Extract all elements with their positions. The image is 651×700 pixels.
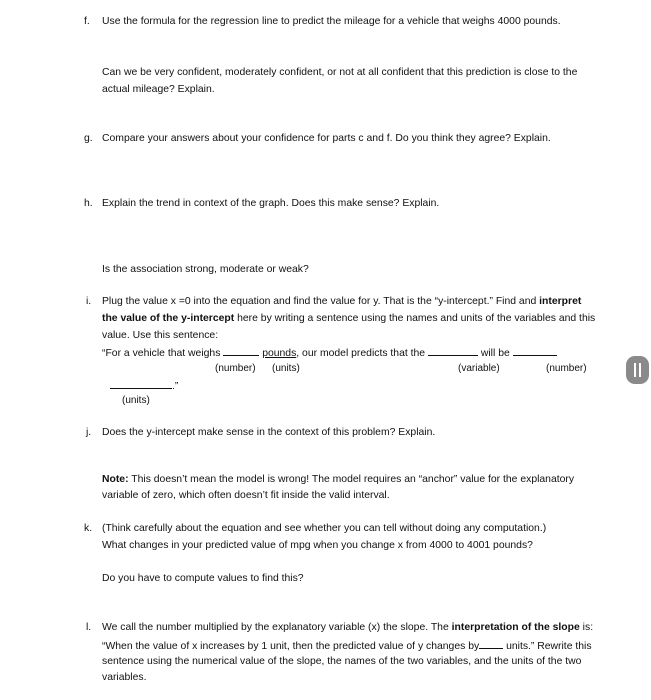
item-l-blank-change [479,637,503,649]
item-k-line1: (Think carefully about the equation and see whether you can tell without doing any computation.) [102,523,547,534]
item-j-question: Does the y-intercept make sense in the context of this problem? Explain. [102,427,436,438]
item-g-marker: g. [84,133,93,144]
item-i-line2 [102,311,595,328]
item-f-confidence-line2: actual mileage? Explain. [102,84,215,95]
item-j-note-line2: variable of zero, which often doesn’t fit inside the valid interval. [102,490,390,501]
scroll-handle[interactable] [626,356,649,384]
item-l-slope-emphasis: interpretation of the slope [451,622,580,633]
item-i-line3: value. Use this sentence: [102,330,219,341]
item-j-note-text: This doesn’t mean the model is wrong! The model requires an “anchor” value for the explanatory [128,474,575,485]
item-i-sentence-mid: , our model predicts that the [296,348,426,359]
item-i-yintercept-emphasis: the value of the y-intercept [102,313,235,324]
item-l-line2 [102,637,592,656]
item-j-marker: j. [86,427,92,438]
item-h-question: Explain the trend in context of the graph. Does this make sense? Explain. [102,198,440,209]
item-k-marker: k. [84,523,93,534]
item-i-label-number2: (number) [546,363,587,374]
item-l-line3: sentence using the numerical value of the slope, the names of the two variables, and the units of the two [102,656,582,667]
item-i-blank-variable [428,344,478,356]
item-i-sentence-pounds: pounds [262,348,297,359]
item-l-line1-end: is: [579,622,594,633]
item-f-confidence-line1: Can we be very confident, moderately confident, or not at all confident that this prediction is close to the [102,67,578,78]
item-l-line1 [102,620,593,637]
item-f-question: Use the formula for the regression line to predict the mileage for a vehicle that weighs 4000 pounds. [102,16,561,27]
item-f-marker: f. [84,16,90,27]
item-h-marker: h. [84,198,93,209]
item-i-blank-number2 [513,344,557,356]
item-k-compute: Do you have to compute values to find this? [102,573,304,584]
item-i-sentence-close: .” [172,381,179,392]
item-l-marker: l. [86,622,92,633]
item-i-sentence-willbe: will be [480,348,510,359]
item-i-blank-number [223,344,259,356]
item-i-label-variable: (variable) [458,363,500,374]
item-i-label-number: (number) [215,363,256,374]
item-i-label-units: (units) [272,363,300,374]
item-i-sentence-start: “For a vehicle that weighs [102,348,221,359]
item-l-line4: variables. [102,672,147,683]
item-i-line2-text: here by writing a sentence using the names and units of the variables and this [234,313,596,324]
item-l-line2-text: “When the value of x increases by 1 unit, then the predicted value of y changes by [102,641,480,652]
item-j-note-label: Note: [102,474,129,485]
item-i-sentence-template [102,344,557,363]
item-l-line2-end: units.” Rewrite this [503,641,592,652]
item-i-line1 [102,294,581,311]
grip-bar-left-icon [634,363,636,377]
item-g-question: Compare your answers about your confidence for parts c and f. Do you think they agree? Explain. [102,133,551,144]
item-j-note-line1 [102,472,574,489]
item-i-marker: i. [86,296,92,307]
item-i-label-units2: (units) [122,395,150,406]
item-i-interpret-emphasis: interpret [539,296,582,307]
item-k-line2: What changes in your predicted value of mpg when you change x from 4000 to 4001 pounds? [102,540,533,551]
item-i-blank-units [110,377,172,389]
item-i-line1-text: Plug the value x =0 into the equation and find the value for y. That is the “y-intercept.” Find and [102,296,540,307]
item-l-line1-text: We call the number multiplied by the explanatory variable (x) the slope. The [102,622,452,633]
grip-bar-right-icon [639,363,641,377]
item-h-association: Is the association strong, moderate or weak? [102,264,309,275]
